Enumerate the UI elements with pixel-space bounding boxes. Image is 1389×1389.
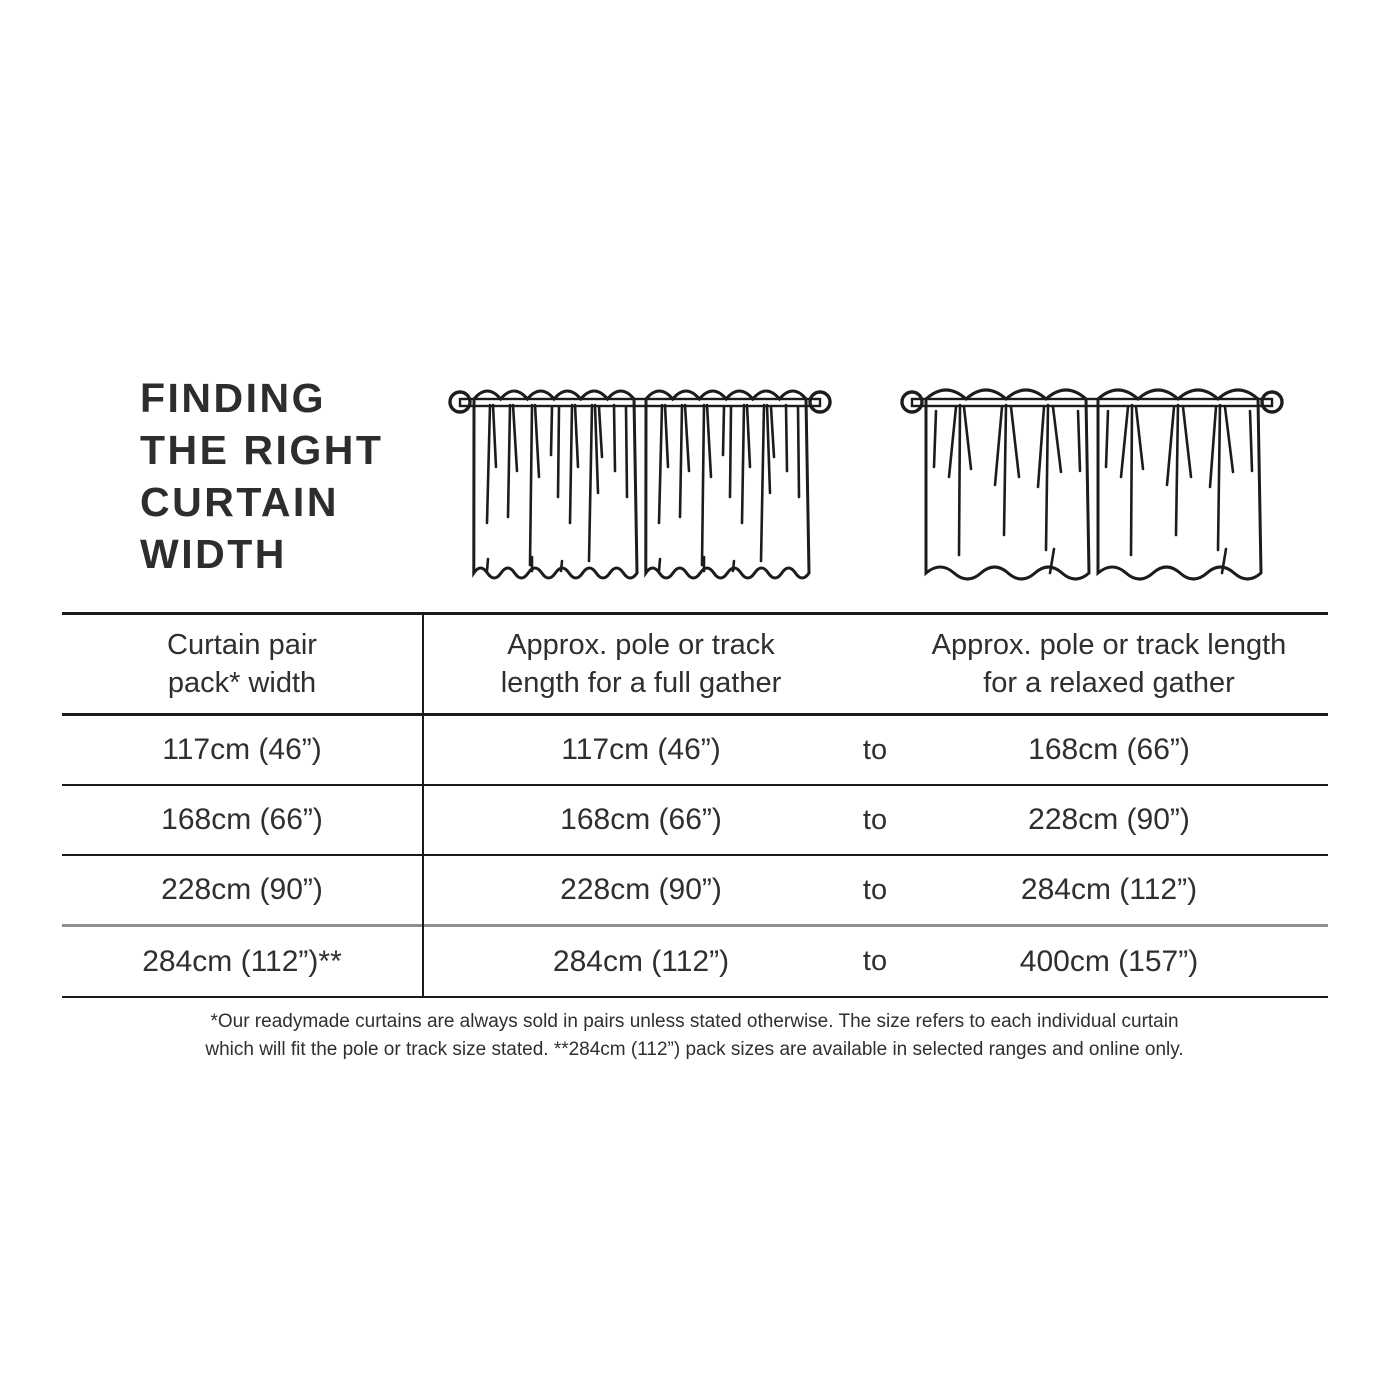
curtain-pair-full-gather-icon <box>448 376 832 590</box>
pack-width-value: 228cm (90”) <box>161 873 323 906</box>
footnote <box>0 1008 1389 1064</box>
pleat-folds-left <box>487 405 627 571</box>
pleat-folds-right <box>1106 405 1252 573</box>
header-line: Approx. pole or track length <box>931 629 1287 661</box>
header-line: pack* width <box>167 667 317 699</box>
relaxed-gather-curtain-illustration <box>900 376 1284 590</box>
column-header-relaxed-gather <box>890 626 1328 702</box>
footnote-line: *Our readymade curtains are always sold in pairs unless stated otherwise. The size refers to each individual curtain <box>210 1011 1179 1032</box>
relaxed-gather-value: 284cm (112”) <box>1020 873 1198 906</box>
header-line: length for a full gather <box>500 667 782 699</box>
curtain-pair-relaxed-gather-icon <box>900 376 1284 590</box>
table-row <box>62 786 1328 856</box>
pack-width-value: 284cm (112”)** <box>142 944 342 978</box>
curtain-panel-left <box>474 391 637 578</box>
page-title-line: WIDTH <box>140 531 287 577</box>
range-separator: to <box>862 873 888 906</box>
header-line: Curtain pair <box>167 629 317 661</box>
range-separator: to <box>862 945 888 977</box>
column-header-full-gather <box>422 626 860 702</box>
curtain-panels <box>926 390 1261 579</box>
header-line: Approx. pole or track <box>507 629 775 661</box>
column-header-pack-width <box>62 626 422 702</box>
curtain-panels <box>474 391 809 578</box>
table-row <box>62 716 1328 786</box>
table-header-row <box>62 615 1328 716</box>
full-gather-value: 228cm (90”) <box>560 873 722 906</box>
curtain-panel-left <box>926 390 1089 579</box>
full-gather-value: 168cm (66”) <box>560 803 722 836</box>
curtain-panel-right <box>1098 390 1261 579</box>
page-title <box>140 372 470 580</box>
page-title-line: THE RIGHT <box>140 427 384 473</box>
page-title-line: CURTAIN <box>140 479 339 525</box>
relaxed-gather-value: 228cm (90”) <box>1028 803 1190 836</box>
header-line: for a relaxed gather <box>983 667 1235 699</box>
table-row <box>62 927 1328 998</box>
table-row <box>62 856 1328 927</box>
table-column-divider <box>422 615 424 998</box>
range-separator: to <box>862 733 888 766</box>
curtain-panel-right <box>646 391 809 578</box>
full-gather-value: 284cm (112”) <box>552 944 730 978</box>
pleat-folds-left <box>934 405 1080 573</box>
curtain-width-table <box>62 612 1328 998</box>
page-title-line: FINDING <box>140 375 327 421</box>
full-gather-curtain-illustration <box>448 376 832 590</box>
pack-width-value: 117cm (46”) <box>162 733 322 766</box>
full-gather-value: 117cm (46”) <box>561 733 721 766</box>
relaxed-gather-value: 168cm (66”) <box>1028 733 1190 766</box>
range-separator: to <box>862 803 888 836</box>
pleat-folds-right <box>659 405 799 571</box>
pack-width-value: 168cm (66”) <box>161 803 323 836</box>
footnote-line: which will fit the pole or track size stated. **284cm (112”) pack sizes are available in selected ranges and online only. <box>205 1039 1184 1060</box>
relaxed-gather-value: 400cm (157”) <box>1019 944 1199 978</box>
